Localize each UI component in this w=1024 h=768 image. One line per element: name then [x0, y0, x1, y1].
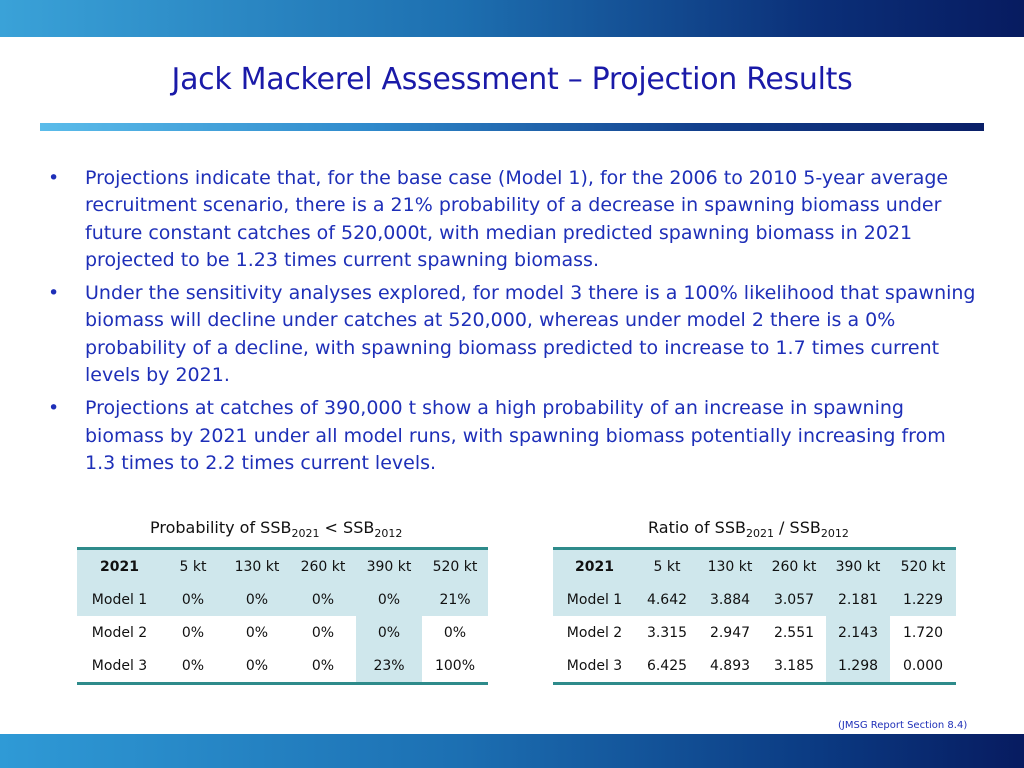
bottom-banner — [0, 734, 1024, 768]
bullet-list — [48, 165, 978, 483]
table-cell: Model 3 — [566, 657, 623, 674]
table-cell: 0% — [356, 583, 422, 616]
caption-text: Ratio of SSB — [648, 518, 746, 537]
header-cell: 2021 — [77, 549, 162, 584]
table-cell: 0% — [290, 583, 356, 616]
bullet-text: Under the sensitivity analyses explored, for model 3 there is a 100% likelihood that spawning biomass will decline under catches at 520,000, whereas under model 2 there is a 0% probability of a decline, with spawning biomass predicted to increase to 1.7 times current levels by 2021. — [85, 282, 976, 387]
table-cell: 6.425 — [646, 657, 688, 674]
table-header-row — [77, 549, 488, 584]
header-cell: 390 kt — [356, 549, 422, 584]
header-cell: 390 kt — [826, 549, 890, 584]
table-row — [77, 583, 488, 616]
table-cell: 100% — [434, 657, 476, 674]
header-cell: 520 kt — [422, 549, 488, 584]
caption-subscript: 2021 — [745, 527, 774, 541]
table-cell: Model 3 — [91, 657, 148, 674]
table-cell: 0% — [162, 583, 224, 616]
header-cell: 5 kt — [636, 549, 698, 584]
table-cell: 23% — [356, 649, 422, 684]
caption-text: Probability of SSB — [150, 518, 292, 537]
table-cell: 1.298 — [826, 649, 890, 684]
bullet-marker: • — [48, 397, 60, 420]
table-cell: Model 2 — [91, 624, 148, 641]
table-cell: 0% — [224, 583, 290, 616]
header-cell: 520 kt — [890, 549, 956, 584]
ratio-table — [553, 547, 956, 685]
table-cell: 0% — [311, 657, 335, 674]
header-cell: 130 kt — [698, 549, 762, 584]
bullet-text: Projections indicate that, for the base case (Model 1), for the 2006 to 2010 5-year average recruitment scenario, there is a 21% probability of a decrease in spawning biomass under future constant catches of 520,000t, with median predicted spawning biomass in 2021 projected to be 1.23 times current spawning biomass. — [85, 167, 949, 271]
table-cell: 0.000 — [902, 657, 944, 674]
caption-subscript: 2012 — [820, 527, 849, 541]
table-cell: 4.642 — [636, 583, 698, 616]
ratio-table-caption — [648, 518, 849, 540]
table-cell: Model 1 — [77, 583, 162, 616]
table-cell: 0% — [443, 624, 467, 641]
table-row — [553, 616, 956, 649]
table-cell: 1.720 — [902, 624, 944, 641]
probability-table-caption — [150, 518, 402, 540]
table-cell: 3.057 — [762, 583, 826, 616]
table-cell: 0% — [311, 624, 335, 641]
bullet-item — [48, 395, 978, 477]
caption-text: / SSB — [773, 518, 821, 537]
table-cell: 1.229 — [890, 583, 956, 616]
table-row — [553, 649, 956, 684]
table-row — [77, 616, 488, 649]
table-cell: Model 2 — [566, 624, 623, 641]
table-cell: 2.143 — [826, 616, 890, 649]
table-cell: 2.947 — [709, 624, 751, 641]
header-cell: 130 kt — [224, 549, 290, 584]
caption-subscript: 2021 — [291, 527, 320, 541]
bullet-marker: • — [48, 167, 60, 189]
bullet-marker: • — [48, 282, 60, 305]
table-header-row — [553, 549, 956, 584]
table-cell: 2.551 — [773, 624, 815, 641]
table-cell: 4.893 — [709, 657, 751, 674]
bullet-item — [48, 165, 978, 274]
table-cell: 0% — [356, 616, 422, 649]
table-cell: 2.181 — [826, 583, 890, 616]
caption-subscript: 2012 — [374, 527, 403, 541]
table-cell: Model 1 — [553, 583, 636, 616]
table-row — [553, 583, 956, 616]
bullet-item — [48, 280, 978, 389]
source-footnote: (JMSG Report Section 8.4) — [838, 720, 968, 731]
probability-table — [77, 547, 488, 685]
header-cell: 2021 — [553, 549, 636, 584]
title-underline — [40, 123, 984, 131]
header-cell: 260 kt — [762, 549, 826, 584]
table-cell: 3.884 — [698, 583, 762, 616]
table-cell: 0% — [181, 624, 205, 641]
table-cell: 0% — [245, 657, 269, 674]
table-cell: 0% — [181, 657, 205, 674]
table-cell: 3.185 — [773, 657, 815, 674]
header-cell: 260 kt — [290, 549, 356, 584]
caption-text: < SSB — [319, 518, 375, 537]
table-row — [77, 649, 488, 684]
table-cell: 0% — [245, 624, 269, 641]
slide-title: Jack Mackerel Assessment – Projection Results — [171, 62, 853, 97]
header-cell: 5 kt — [162, 549, 224, 584]
bullet-text: Projections at catches of 390,000 t show a high probability of an increase in spawning biomass by 2021 under all model runs, with spawning biomass potentially increasing from 1.3 times to 2.2 times current levels. — [85, 397, 946, 474]
top-banner — [0, 0, 1024, 37]
table-cell: 3.315 — [646, 624, 688, 641]
table-cell: 21% — [422, 583, 488, 616]
